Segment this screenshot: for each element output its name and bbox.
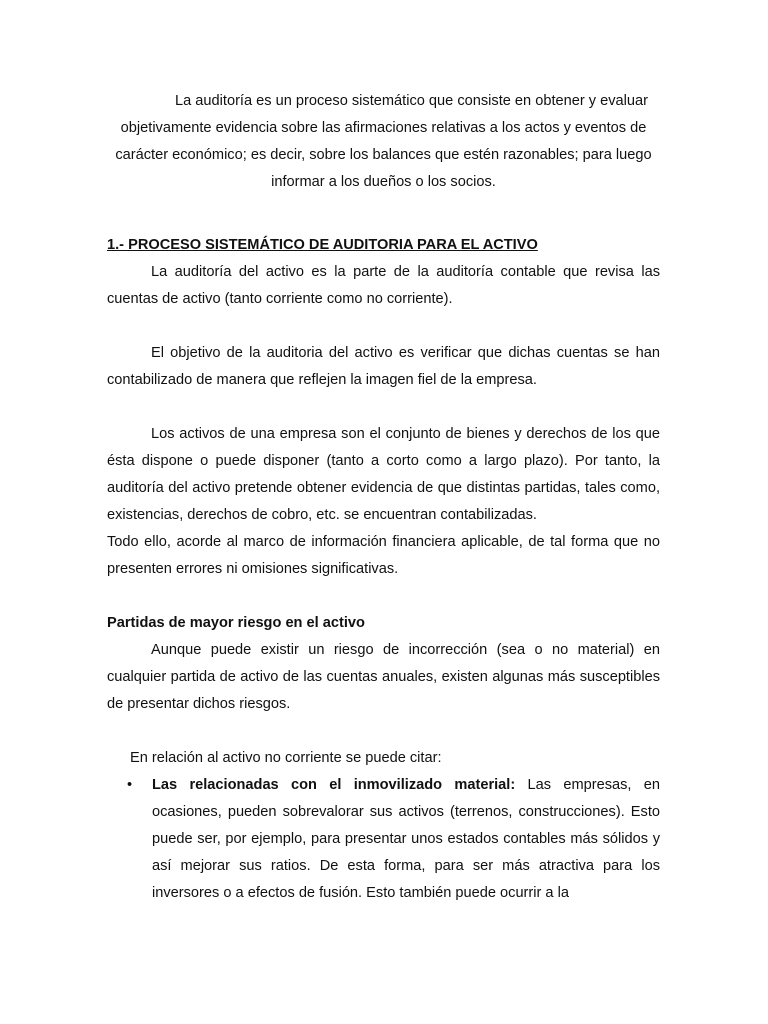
paragraph: Aunque puede existir un riesgo de incorrección (sea o no material) en cualquier partida de activo de las cuentas anuales, existen algunas más susceptibles de presentar dichos riesgos. — [107, 642, 660, 712]
list-item — [107, 772, 660, 907]
bullet-list — [107, 772, 660, 907]
paragraph: La auditoría del activo es la parte de la auditoría contable que revisa las cuentas de activo (tanto corriente como no corriente). — [107, 264, 660, 307]
bullet-label: Las relacionadas con el inmovilizado material: — [152, 777, 516, 793]
paragraph: El objetivo de la auditoria del activo es verificar que dichas cuentas se han contabilizado de manera que reflejen la imagen fiel de la empresa. — [107, 345, 660, 388]
intro-text: La auditoría es un proceso sistemático que consiste en obtener y evaluar objetivamente evidencia sobre las afirmaciones relativas a los actos y eventos de carácter económico; es decir, sobre los balances que estén razonables; para luego informar a los dueños o los socios. — [115, 93, 652, 190]
document-body — [107, 88, 660, 907]
relation-intro: En relación al activo no corriente se puede citar: — [130, 750, 442, 766]
intro-paragraph — [107, 88, 660, 196]
section-title: 1.- PROCESO SISTEMÁTICO DE AUDITORIA PARA EL ACTIVO — [107, 237, 538, 253]
bullet-marker: • — [127, 777, 133, 793]
paragraph: Todo ello, acorde al marco de información financiera aplicable, de tal forma que no presenten errores ni omisiones significativas. — [107, 534, 660, 577]
paragraph: Los activos de una empresa son el conjunto de bienes y derechos de los que ésta dispone o puede disponer (tanto a corto como a largo plazo). Por tanto, la auditoría del activo pretende obtener evidencia de que distintas partidas, tales como, existencias, derechos de cobro, etc. se encuentran contabilizadas. — [107, 426, 660, 523]
subsection-title: Partidas de mayor riesgo en el activo — [107, 615, 365, 631]
bullet-text: Las empresas, en ocasiones, pueden sobrevalorar sus activos (terrenos, construcciones). Esto puede ser, por ejemplo, para presentar unos estados contables más sólidos y así mejorar sus ratios. De esta forma, para ser más atractiva para los inversores o a efectos de fusión. Esto también puede ocurrir a la — [152, 777, 660, 901]
